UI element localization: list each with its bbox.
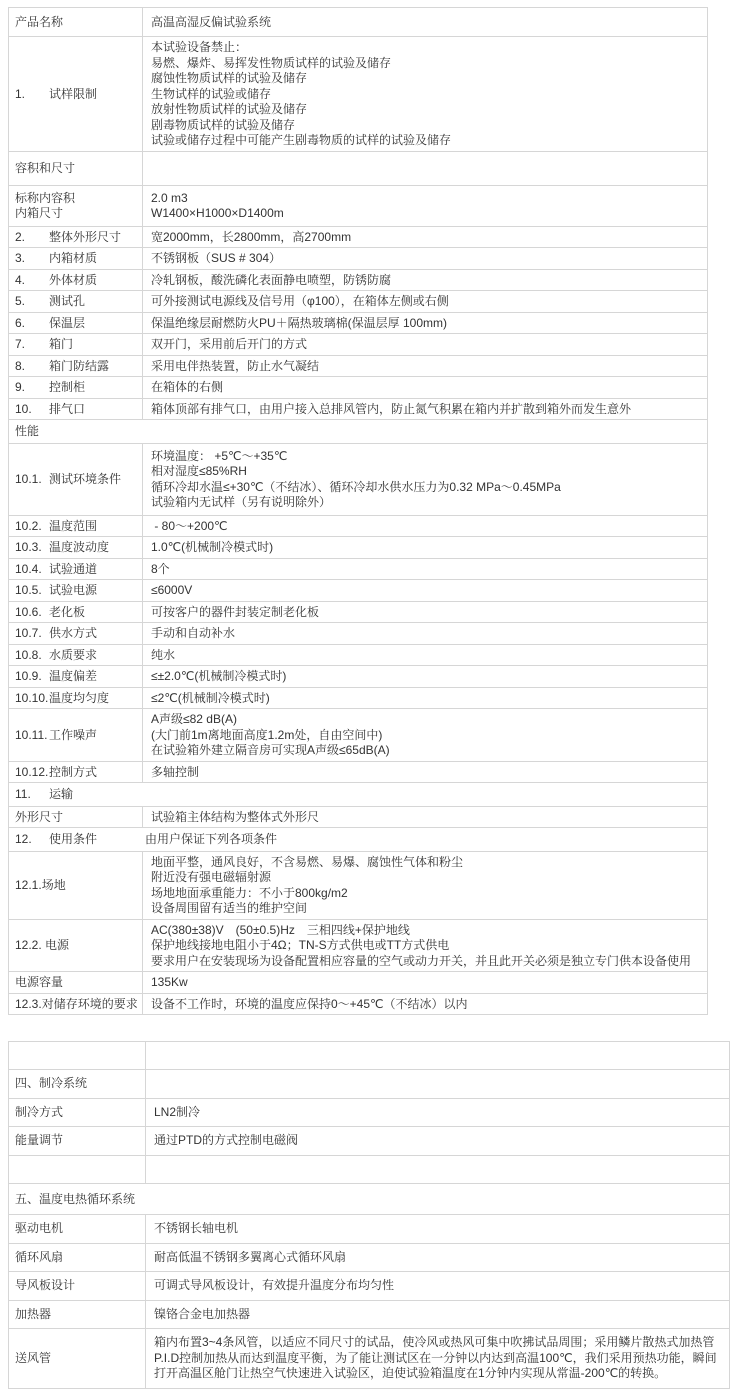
spec-label-cell: [9, 186, 143, 226]
spec-label-text: 内箱材质: [49, 251, 98, 265]
spec-row: [9, 227, 707, 249]
spec-value-cell: [143, 227, 707, 248]
spec-label-line: [15, 316, 138, 332]
spec-value-cell: [143, 356, 707, 377]
spec-label-cell: [9, 920, 143, 972]
spec-row: [9, 762, 707, 784]
spec-value-text: 手动和自动补水: [151, 626, 236, 640]
spec-value-text: 试验箱主体结构为整体式外形尺: [151, 809, 320, 824]
spec-label-text: 箱门: [49, 337, 74, 351]
spec-value-text: 双开门，采用前后开门的方式: [151, 337, 308, 351]
spec-label-text: 控制柜: [49, 380, 86, 394]
spec-row: [9, 666, 707, 688]
spec-value-text: 保温绝缘层耐燃防火PU＋隔热玻璃棉(保温层厚 100mm): [151, 315, 448, 330]
spec-label-text: 外体材质: [49, 272, 98, 287]
spec-row: [9, 1099, 729, 1128]
spec-number: 10.2.: [15, 518, 42, 533]
spec-label-line: [15, 472, 138, 488]
spec-label-text: 产品名称: [15, 14, 64, 29]
spec-label-cell: [9, 709, 143, 761]
spec-value-text: 高温高湿反偏试验系统: [151, 14, 272, 29]
section-title: 五、温度电热循环系统: [15, 1191, 136, 1206]
spec-label-cell: [9, 852, 143, 919]
spec-value-text: 箱体顶部有排气口，由用户接入总排风管内，防止氮气积累在箱内并扩散到箱外而发生意外: [151, 401, 632, 416]
spec-label-line: [15, 251, 138, 267]
spec-value-cell: [143, 291, 707, 312]
spec-value-cell: [143, 248, 707, 269]
spec-label-text: 循环风扇: [15, 1249, 64, 1264]
spec-row: [9, 377, 707, 399]
spec-value-cell: [146, 1042, 729, 1069]
section-header-row: [9, 1184, 729, 1216]
spec-row: [9, 645, 707, 667]
section-header-cell: [9, 420, 707, 443]
spec-number: 2.: [15, 229, 26, 244]
spec-label-text: 内箱尺寸: [15, 206, 64, 220]
spec-label-cell: [9, 291, 143, 312]
spec-row: [9, 291, 707, 313]
section-header-cell: [9, 783, 707, 806]
spec-value-cell: [143, 666, 707, 687]
spec-label-text: 温度均匀度: [49, 690, 110, 705]
spec-label-cell: [9, 1156, 146, 1183]
spec-label-cell: [9, 8, 143, 36]
spec-value-cell: [143, 807, 707, 828]
spec-value-text: 通过PTD的方式控制电磁阀: [154, 1133, 299, 1147]
spec-number: 10.11.: [15, 727, 48, 742]
spec-value-text: 在箱体的右侧: [151, 380, 224, 394]
spec-value-cell: [146, 1244, 729, 1272]
spec-value-text: 要求用户在安装现场为设备配置相应容量的空气或动力开关，并且此开关必须是独立专门供本设备使用: [151, 953, 692, 968]
spec-label-text: 供水方式: [49, 626, 98, 640]
spec-value-text: W1400×H1000×D1400m: [151, 206, 284, 220]
spec-label-text: 外形尺寸: [15, 809, 64, 824]
spec-label-text: 控制方式: [49, 764, 98, 779]
spec-value-cell: [146, 1156, 729, 1183]
spec-row: [9, 559, 707, 581]
spec-value-cell: [143, 399, 707, 420]
spec-row: [9, 1156, 729, 1184]
spec-row: [9, 994, 707, 1015]
spec-value-text: ≤2℃(机械制冷模式时): [151, 690, 270, 705]
spec-value-text: 场地地面承重能力：不小于800kg/m2: [151, 885, 348, 900]
spec-label-cell: [9, 688, 143, 709]
spec-value-cell: [143, 516, 707, 537]
spec-label-text: 温度波动度: [49, 540, 110, 554]
spec-label-text: 试验通道: [49, 561, 98, 576]
spec-row: [9, 270, 707, 292]
spec-row: [9, 688, 707, 710]
section-header-row: [9, 828, 707, 852]
section-extra-text: 由用户保证下列各项条件: [145, 832, 278, 846]
spec-label-cell: [9, 1329, 146, 1388]
spec-label-line: [15, 765, 138, 781]
spec-row: [9, 1329, 729, 1388]
spec-label-text: 12.3.对储存环境的要求: [15, 996, 138, 1011]
spec-label-text: 老化板: [49, 604, 86, 619]
spec-label-text: 试验电源: [49, 583, 98, 597]
spec-label-cell: [9, 1042, 146, 1069]
spec-number: 10.7.: [15, 626, 42, 640]
spec-value-text: LN2制冷: [154, 1104, 201, 1119]
spec-label-cell: [9, 1215, 146, 1243]
section-header-cell: [9, 828, 707, 851]
systems-spec-table: [8, 1041, 730, 1389]
spec-value-cell: [143, 186, 707, 226]
spec-label-text: 温度偏差: [49, 669, 98, 683]
spec-label-text: 12.1.场地: [15, 877, 66, 892]
spec-value-cell: [143, 152, 707, 185]
spec-label-cell: [9, 807, 143, 828]
spec-value-text: A声级≤82 dB(A): [151, 712, 237, 726]
spec-label-cell: [9, 994, 143, 1015]
spec-row: [9, 8, 707, 37]
section-header-line: [15, 424, 699, 440]
spec-label-line: [15, 626, 138, 642]
spec-value-text: 腐蚀性物质试样的试验及储存: [151, 71, 308, 85]
spec-value-cell: [146, 1127, 729, 1155]
spec-value-text: 可外接测试电源线及信号用（φ100），在箱体左侧或右侧: [151, 294, 449, 308]
spec-value-text: 相对湿度≤85%RH: [151, 464, 247, 478]
spec-value-text: 试验或储存过程中可能产生剧毒物质的试样的试验及储存: [151, 133, 452, 147]
spec-value-cell: [143, 994, 707, 1015]
spec-number: 10.8.: [15, 647, 42, 662]
spec-value-text: 可调式导风板设计，有效提升温度分布均匀性: [154, 1278, 395, 1292]
spec-label-cell: [9, 1070, 146, 1098]
spec-row: [9, 313, 707, 335]
spec-label-cell: [9, 762, 143, 783]
spec-value-cell: [146, 1070, 729, 1098]
spec-label-cell: [9, 602, 143, 623]
spec-label-cell: [9, 972, 143, 993]
spec-value-text: 剧毒物质试样的试验及储存: [151, 117, 296, 132]
spec-label-cell: [9, 559, 143, 580]
spec-label-line: [15, 519, 138, 535]
spec-label-text: 12.2. 电源: [15, 938, 70, 952]
spec-label-cell: [9, 270, 143, 291]
spec-label-text: 测试环境条件: [49, 471, 122, 486]
section-title: 使用条件: [49, 832, 98, 846]
spec-label-cell: [9, 313, 143, 334]
spec-value-cell: [143, 645, 707, 666]
spec-label-text: 标称内容积: [15, 190, 76, 205]
spec-value-cell: [143, 37, 707, 151]
spec-label-text: 水质要求: [49, 647, 98, 662]
spec-label-cell: [9, 1301, 146, 1329]
spec-label-cell: [9, 399, 143, 420]
spec-label-line: [15, 402, 138, 418]
spec-row: [9, 920, 707, 973]
spec-number: 8.: [15, 358, 26, 373]
spec-label-cell: [9, 1272, 146, 1300]
spec-row: [9, 807, 707, 829]
spec-value-cell: [143, 313, 707, 334]
spec-row: [9, 152, 707, 186]
spec-label-cell: [9, 1244, 146, 1272]
spec-value-text: 冷轧钢板，酸洗磷化表面静电喷塑，防锈防腐: [151, 272, 392, 287]
spec-row: [9, 602, 707, 624]
spec-label-line: [15, 273, 138, 289]
spec-row: [9, 580, 707, 602]
spec-label-text: 箱门防结露: [49, 358, 110, 373]
spec-value-text: 环境温度： +5℃～+35℃: [151, 448, 288, 463]
spec-value-text: (大门前1m离地面高度1.2m处，自由空间中): [151, 727, 383, 742]
spec-label-line: [15, 87, 138, 103]
spec-value-cell: [143, 8, 707, 36]
spec-value-cell: [143, 602, 707, 623]
spec-value-text: 耐高低温不锈钢多翼离心式循环风扇: [154, 1249, 347, 1264]
spec-label-text: 送风管: [15, 1350, 52, 1365]
spec-row: [9, 334, 707, 356]
section-header-cell: [9, 1184, 729, 1215]
section-title: 性能: [15, 424, 40, 438]
spec-number: 1.: [15, 86, 26, 101]
spec-label-text: 电源容量: [15, 975, 64, 989]
spec-value-cell: [143, 709, 707, 761]
spec-value-text: - 80～+200℃: [151, 518, 228, 533]
spec-number: 10.9.: [15, 669, 42, 683]
spec-row: [9, 972, 707, 994]
spec-label-cell: [9, 516, 143, 537]
spec-value-text: 循环冷却水温≤+30℃（不结冰）、循环冷却水供水压力为0.32 MPa～0.45MPa: [151, 479, 561, 494]
spec-value-cell: [143, 688, 707, 709]
spec-value-cell: [146, 1301, 729, 1329]
spec-value-text: 纯水: [151, 647, 176, 662]
spec-number: 9.: [15, 380, 26, 394]
spec-label-text: 保温层: [49, 315, 86, 330]
spec-label-text: 容积和尺寸: [15, 160, 76, 175]
section-header-row: [9, 420, 707, 444]
spec-number: 10.1.: [15, 471, 42, 486]
spec-value-text: 宽2000mm，长2800mm，高2700mm: [151, 229, 352, 244]
spec-value-text: 8个: [151, 561, 170, 576]
spec-number: 10.4.: [15, 561, 42, 576]
spec-number: 6.: [15, 315, 26, 330]
spec-value-text: 放射性物质试样的试验及储存: [151, 102, 308, 116]
spec-label-line: [15, 648, 138, 664]
spec-row: [9, 1301, 729, 1330]
spec-number: 10.3.: [15, 540, 42, 554]
spec-label-cell: [9, 580, 143, 601]
spec-number: 10.10.: [15, 690, 49, 705]
spec-value-text: ≤±2.0℃(机械制冷模式时): [151, 669, 287, 683]
spec-label-text: 加热器: [15, 1306, 52, 1321]
spec-row: [9, 1215, 729, 1244]
spec-value-cell: [146, 1329, 729, 1388]
spec-label-cell: [9, 1099, 146, 1127]
spec-value-text: 多轴控制: [151, 764, 200, 779]
spec-row: [9, 399, 707, 421]
spec-value-text: 设备不工作时，环境的温度应保持0～+45℃（不结冰）以内: [151, 996, 468, 1011]
spec-value-text: 镍铬合金电加热器: [154, 1306, 251, 1321]
spec-label-cell: [9, 227, 143, 248]
spec-value-text: 保护地线接地电阻小于4Ω；TN-S方式供电或TT方式供电: [151, 938, 450, 952]
spec-label-cell: [9, 356, 143, 377]
spec-row: [9, 37, 707, 152]
spec-label-line: [15, 294, 138, 310]
spec-value-text: 2.0 m3: [151, 190, 188, 205]
spec-value-cell: [146, 1215, 729, 1243]
spec-row: [9, 186, 707, 227]
spec-label-cell: [9, 248, 143, 269]
spec-label-line: [15, 583, 138, 599]
spec-number: 10.12.: [15, 764, 49, 779]
spec-value-text: 不锈钢长轴电机: [154, 1221, 239, 1235]
spec-value-text: 生物试样的试验或储存: [151, 86, 272, 101]
spec-row: [9, 1272, 729, 1301]
section-number: 12.: [15, 832, 32, 846]
spec-value-text: 采用电伴热装置，防止水气凝结: [151, 358, 320, 373]
spec-label-line: [15, 728, 138, 744]
spec-label-text: 温度范围: [49, 518, 98, 533]
section-title: 运输: [49, 787, 74, 801]
spec-label-line: [15, 337, 138, 353]
spec-value-text: 在试验箱外建立隔音房可实现A声级≤65dB(A): [151, 743, 390, 757]
spec-label-text: 工作噪声: [49, 727, 98, 742]
spec-value-cell: [146, 1099, 729, 1127]
spec-value-text: 地面平整，通风良好，不含易燃、易爆、腐蚀性气体和粉尘: [151, 854, 464, 869]
spec-value-text: 设备周围留有适当的维护空间: [151, 901, 308, 915]
spec-label-text: 整体外形尺寸: [49, 229, 122, 244]
spec-number: 3.: [15, 251, 26, 265]
spec-label-line: [15, 540, 138, 556]
spec-value-text: 不锈钢板（SUS # 304）: [151, 251, 282, 265]
spec-label-cell: [9, 377, 143, 398]
section-header-line: [15, 787, 699, 803]
spec-label-cell: [9, 152, 143, 185]
spec-value-text: 易燃、爆炸、易挥发性物质试样的试验及储存: [151, 55, 392, 70]
spec-label-text: 四、制冷系统: [15, 1076, 88, 1090]
section-header-row: [9, 783, 707, 807]
spec-label-text: 能量调节: [15, 1133, 64, 1147]
spec-label-cell: [9, 645, 143, 666]
spec-row: [9, 248, 707, 270]
spec-number: 10.5.: [15, 583, 42, 597]
spec-label-cell: [9, 623, 143, 644]
spec-number: 10.6.: [15, 604, 42, 619]
spec-number: 5.: [15, 294, 26, 308]
spec-value-cell: [143, 444, 707, 515]
spec-value-cell: [143, 972, 707, 993]
spec-value-text: AC(380±38)V (50±0.5)Hz 三相四线+保护地线: [151, 922, 410, 937]
spec-label-line: [15, 669, 138, 685]
spec-label-text: 测试孔: [49, 294, 86, 308]
spec-value-text: 可按客户的器件封装定制老化板: [151, 604, 320, 619]
spec-label-line: [15, 562, 138, 578]
spec-value-cell: [143, 270, 707, 291]
spec-label-line: [15, 691, 138, 707]
spec-label-text: 导风板设计: [15, 1278, 76, 1292]
spec-row: [9, 1070, 729, 1099]
spec-value-cell: [143, 537, 707, 558]
spec-value-text: 135Kw: [151, 975, 188, 989]
spec-label-cell: [9, 444, 143, 515]
spec-label-cell: [9, 1127, 146, 1155]
spec-label-line: [15, 605, 138, 621]
spec-value-text: 试验箱内无试样（另有说明除外）: [151, 495, 332, 509]
spec-row: [9, 356, 707, 378]
spec-row: [9, 623, 707, 645]
spec-value-cell: [143, 334, 707, 355]
spec-value-cell: [143, 377, 707, 398]
spec-row: [9, 852, 707, 920]
spec-label-line: [15, 230, 138, 246]
spec-value-text: 箱内布置3~4条风管，以适应不同尺寸的试品，使冷风或热风可集中吹拂试品周围；采用鳞片散热式加热管P.I.D控制加热从而达到温度平衡，为了能让测试区在一分钟以内达到高温100℃，我们采用预热功能，瞬间打开高温区舱门让热空气快速进入试验区，迫使试验箱温度在1分钟内实现从常温-200℃的转换。: [154, 1335, 717, 1380]
spec-label-text: 试样限制: [49, 86, 98, 101]
spec-row: [9, 537, 707, 559]
spec-value-text: 附近没有强电磁辐射源: [151, 870, 272, 884]
spec-label-cell: [9, 334, 143, 355]
spec-number: 10.: [15, 401, 32, 416]
spec-label-text: 制冷方式: [15, 1104, 64, 1119]
spec-row: [9, 1042, 729, 1070]
spec-row: [9, 516, 707, 538]
spec-row: [9, 1127, 729, 1156]
spec-number: 7.: [15, 337, 26, 351]
spec-value-cell: [143, 623, 707, 644]
spec-label-line: [15, 359, 138, 375]
spec-row: [9, 444, 707, 516]
spec-number: 4.: [15, 272, 26, 287]
spec-label-text: 驱动电机: [15, 1221, 64, 1235]
spec-value-cell: [143, 559, 707, 580]
spec-label-cell: [9, 537, 143, 558]
spec-value-text: ≤6000V: [151, 583, 193, 597]
spec-label-text: 排气口: [49, 401, 86, 416]
spec-value-text: 本试验设备禁止：: [151, 40, 248, 54]
spec-value-cell: [146, 1272, 729, 1300]
spec-label-cell: [9, 37, 143, 151]
spec-value-cell: [143, 920, 707, 972]
spec-row: [9, 709, 707, 762]
section-number: 11.: [15, 787, 31, 801]
spec-value-cell: [143, 852, 707, 919]
section-header-line: [15, 832, 699, 848]
spec-label-line: [15, 380, 138, 396]
product-spec-table: [8, 7, 708, 1015]
spec-value-text: 1.0℃(机械制冷模式时): [151, 540, 274, 554]
spec-value-cell: [143, 762, 707, 783]
spec-label-cell: [9, 666, 143, 687]
spec-value-cell: [143, 580, 707, 601]
spec-row: [9, 1244, 729, 1273]
section-header-line: [15, 1192, 721, 1208]
